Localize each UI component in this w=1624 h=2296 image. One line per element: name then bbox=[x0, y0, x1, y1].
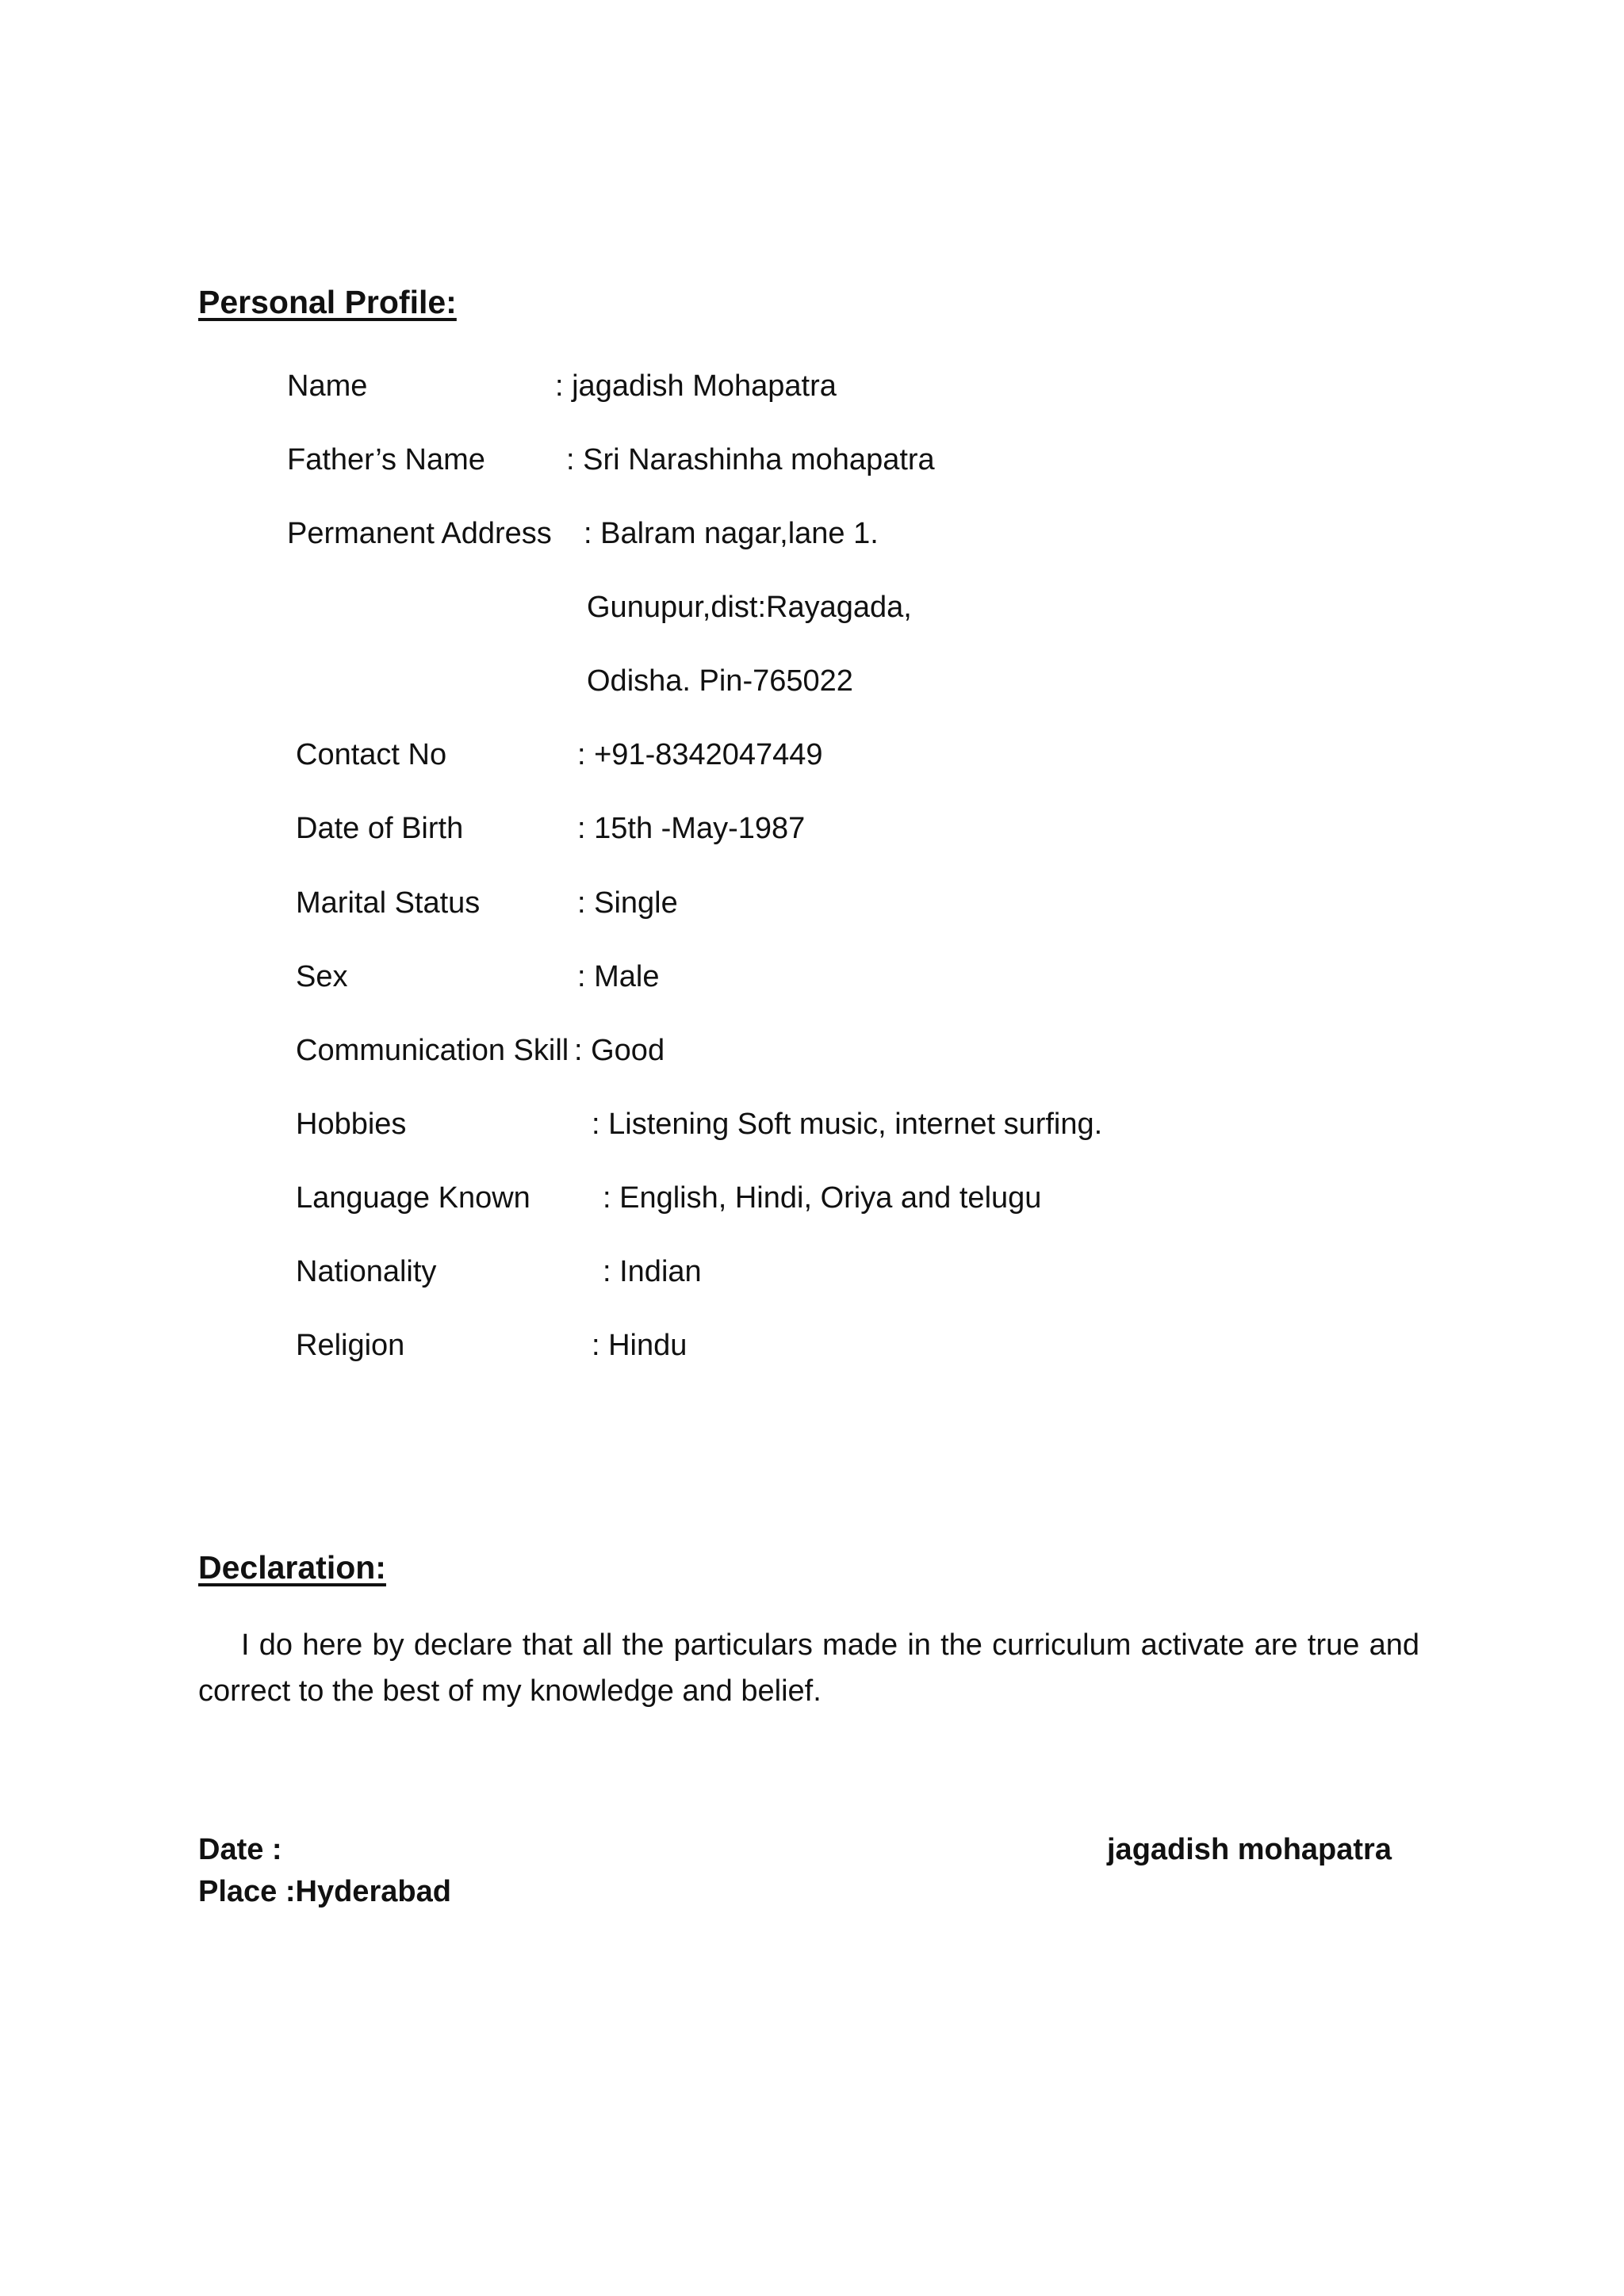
contact-no-label: Contact No bbox=[296, 738, 447, 771]
religion-label: Religion bbox=[296, 1329, 405, 1362]
sex-value: : Male bbox=[577, 960, 660, 993]
communication-skill-value: : Good bbox=[574, 1034, 665, 1067]
signature-name: jagadish mohapatra bbox=[1107, 1833, 1392, 1866]
language-known-label: Language Known bbox=[296, 1181, 530, 1215]
religion-value: : Hindu bbox=[592, 1329, 688, 1362]
language-known-value: : English, Hindi, Oriya and telugu bbox=[603, 1181, 1042, 1215]
declaration-heading: Declaration: bbox=[198, 1549, 386, 1586]
declaration-text-line1: I do here by declare that all the particulars made in the curriculum activate are true and bbox=[241, 1628, 1419, 1662]
hobbies-value: : Listening Soft music, internet surfing. bbox=[592, 1108, 1103, 1141]
marital-status-value: : Single bbox=[577, 886, 678, 920]
marital-status-label: Marital Status bbox=[296, 886, 481, 920]
father-name-value: : Sri Narashinha mohapatra bbox=[566, 443, 935, 476]
place-label: Place :Hyderabad bbox=[198, 1875, 451, 1908]
personal-profile-heading: Personal Profile: bbox=[198, 284, 457, 320]
name-label: Name bbox=[287, 369, 368, 403]
nationality-label: Nationality bbox=[296, 1255, 437, 1288]
permanent-address-label: Permanent Address bbox=[287, 517, 552, 550]
communication-skill-label: Communication Skill bbox=[296, 1034, 569, 1067]
name-value: : jagadish Mohapatra bbox=[555, 369, 837, 403]
date-of-birth-value: : 15th -May-1987 bbox=[577, 812, 806, 845]
permanent-address-line3: Odisha. Pin-765022 bbox=[587, 664, 853, 698]
date-of-birth-label: Date of Birth bbox=[296, 812, 464, 845]
declaration-paragraph bbox=[198, 1622, 1419, 1714]
nationality-value: : Indian bbox=[603, 1255, 702, 1288]
father-name-label: Father’s Name bbox=[287, 443, 485, 476]
sex-label: Sex bbox=[296, 960, 348, 993]
permanent-address-line1: : Balram nagar,lane 1. bbox=[584, 517, 879, 550]
declaration-text-line2: correct to the best of my knowledge and belief. bbox=[198, 1674, 822, 1708]
hobbies-label: Hobbies bbox=[296, 1108, 407, 1141]
contact-no-value: : +91-8342047449 bbox=[577, 738, 823, 771]
permanent-address-line2: Gunupur,dist:Rayagada, bbox=[587, 591, 912, 624]
date-label: Date : bbox=[198, 1833, 282, 1866]
